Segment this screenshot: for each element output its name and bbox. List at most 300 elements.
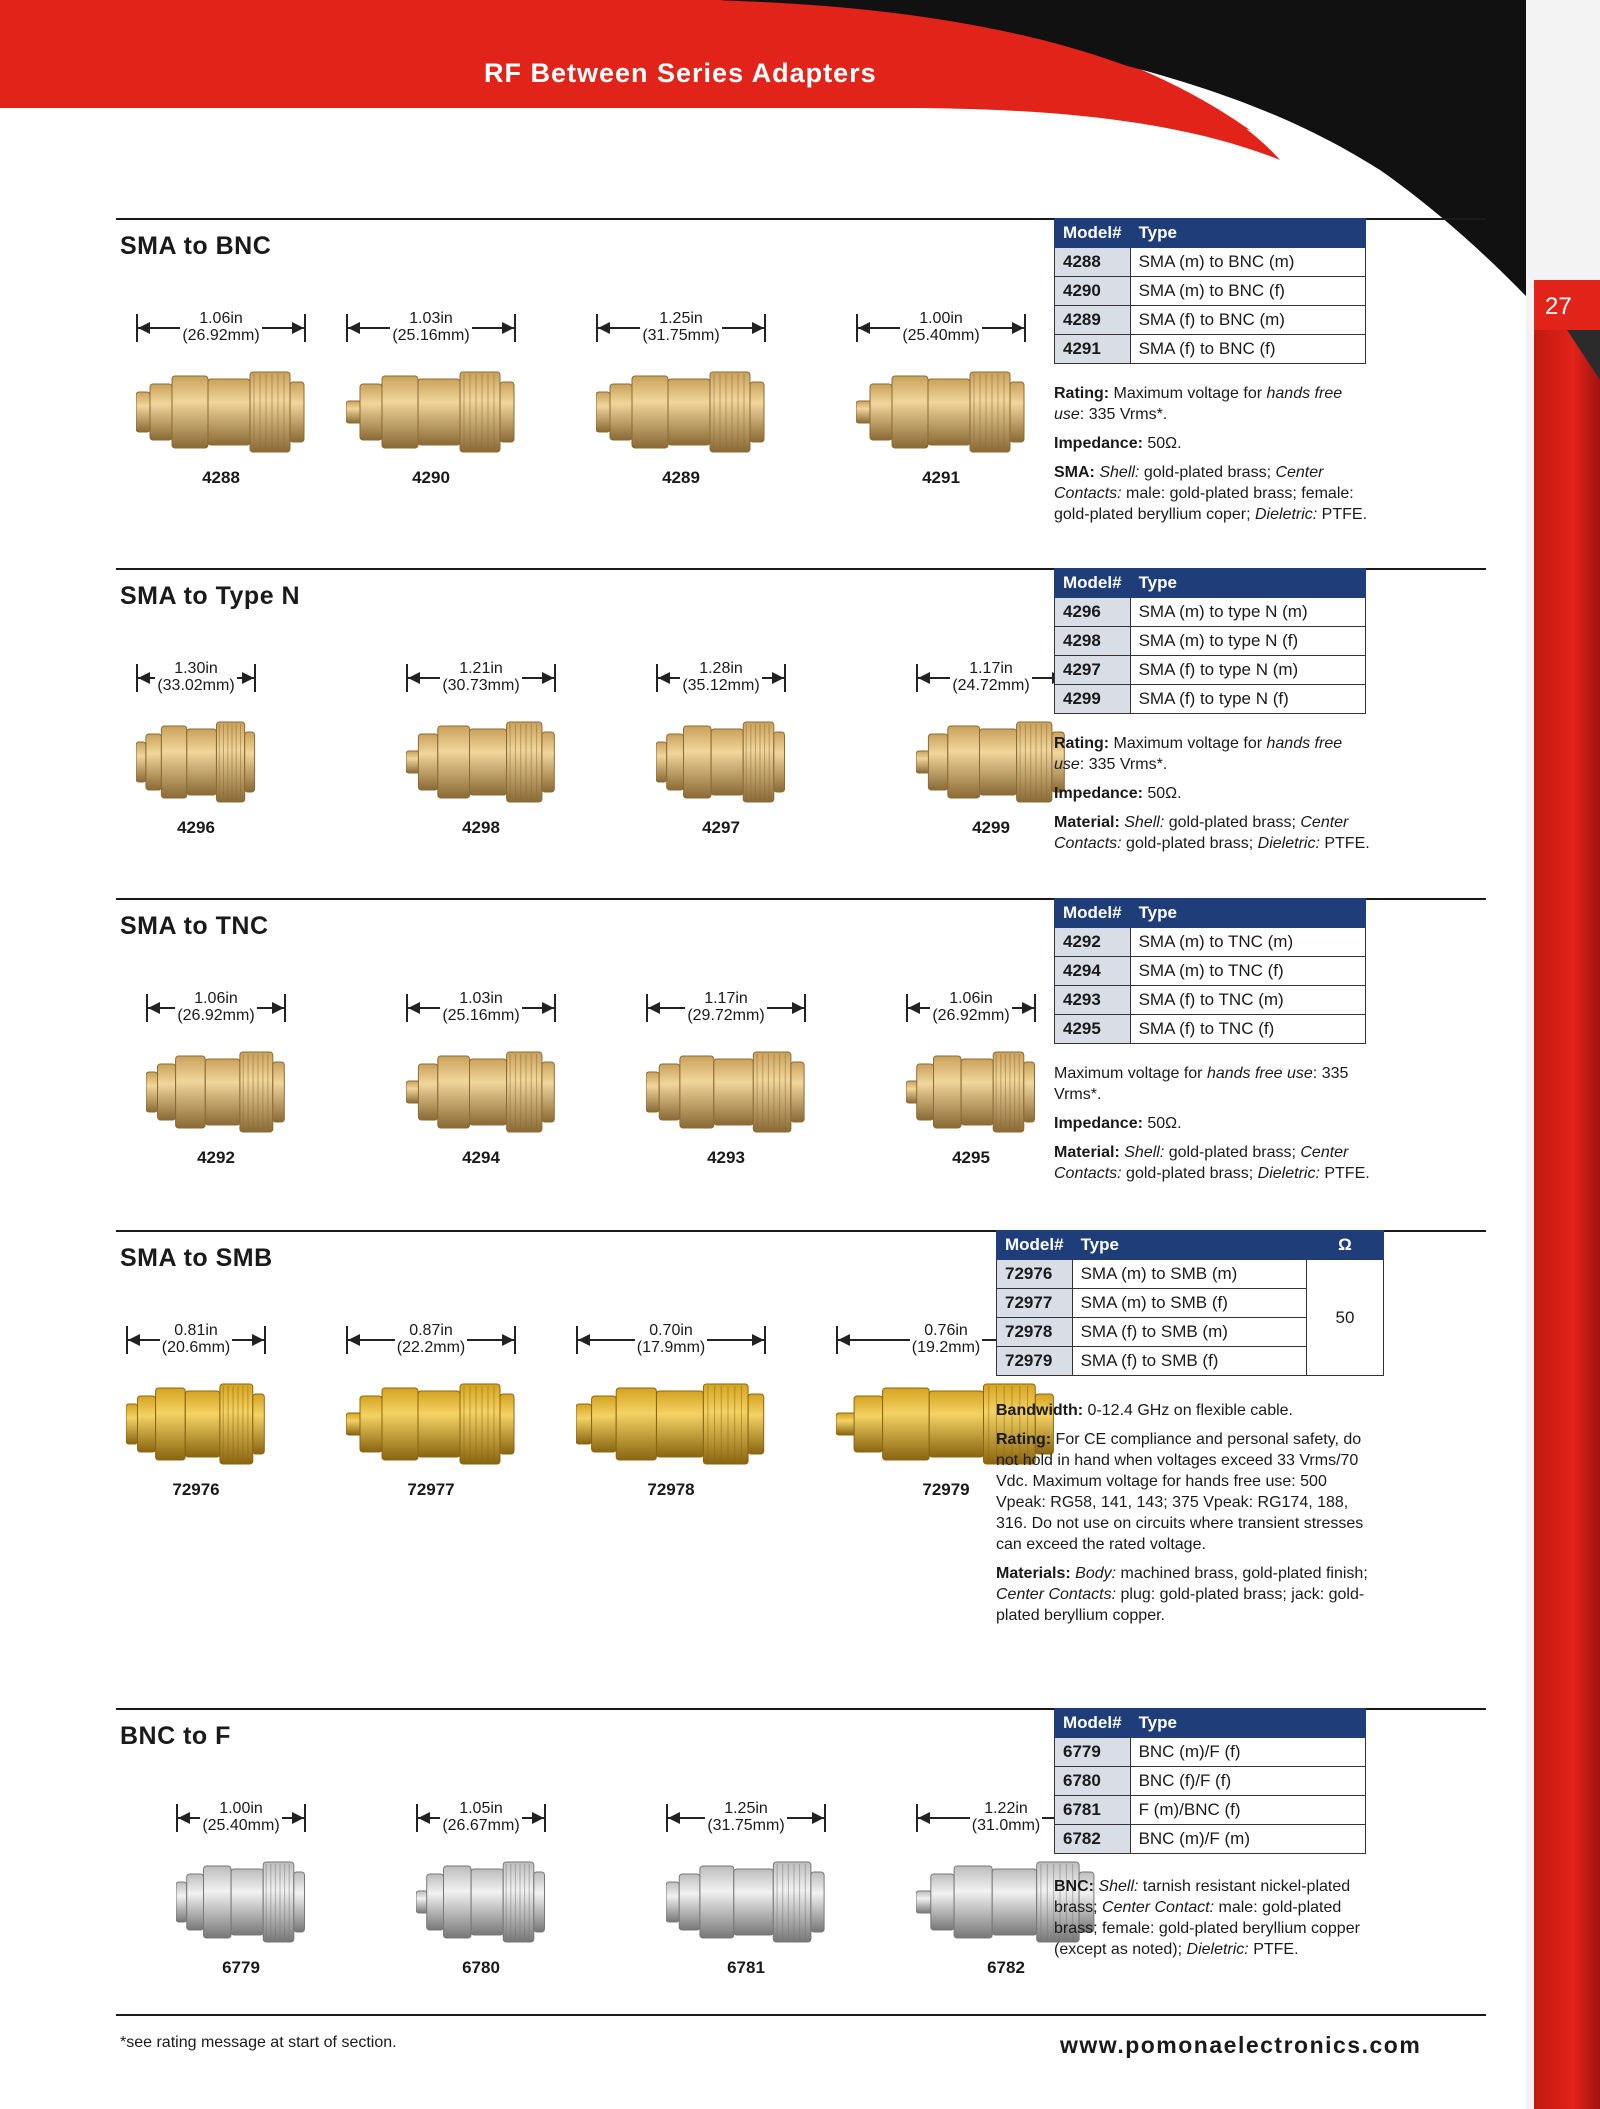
note-text: PTFE. — [1319, 1165, 1370, 1182]
note-text: male: gold-plated brass; female: gold-plated beryllium coper; — [1054, 485, 1354, 523]
adapter-body-segment — [204, 1866, 232, 1938]
adapter-illustration — [406, 1042, 556, 1142]
model-number-cell: 4297 — [1055, 656, 1131, 685]
note-paragraph — [996, 1400, 1376, 1421]
note-text: Center Contacts: — [1054, 814, 1349, 852]
note-text: Dieletric: — [1255, 506, 1318, 523]
adapter-body-segment — [418, 1064, 437, 1120]
section-sma-to-smb — [116, 1230, 1486, 1624]
adapter-body-segment — [146, 734, 162, 790]
dimension-text — [406, 990, 556, 1024]
dimension-text — [146, 990, 286, 1024]
adapter-body-segment — [138, 1396, 156, 1452]
note-text: Material: — [1054, 1144, 1120, 1161]
model-label: 72979 — [922, 1480, 970, 1499]
product-6781[interactable] — [666, 1800, 836, 1977]
adapter-body-segment — [931, 1874, 954, 1930]
note-text: Center Contacts: — [996, 1586, 1117, 1603]
dimension-inches: 1.30in — [174, 660, 218, 677]
note-text: machined brass, gold-plated finish; — [1116, 1565, 1368, 1582]
note-text: plug: gold-plated brass; jack: gold-plated beryllium copper. — [996, 1586, 1365, 1624]
table-row — [1055, 957, 1366, 986]
adapter-body-segment — [470, 1059, 507, 1125]
adapter-body-segment — [928, 734, 947, 790]
adapter-body-segment — [418, 1391, 460, 1457]
dimension-mm: (25.40mm) — [902, 327, 980, 344]
adapter-body-segment — [382, 376, 418, 448]
adapter-body-segment — [700, 1866, 734, 1938]
note-text: : 335 Vrms*. — [1054, 1065, 1349, 1103]
page-header-title: RF Between Series Adapters — [484, 58, 877, 88]
dimension-callout — [136, 310, 306, 352]
dimension-inches: 0.70in — [649, 1322, 693, 1339]
adapter-body-segment — [161, 726, 186, 798]
dimension-text — [596, 310, 766, 344]
adapter-body-segment — [438, 1056, 470, 1128]
model-number-cell: 72978 — [997, 1318, 1073, 1347]
adapter-body-segment — [667, 734, 684, 790]
adapter-body-segment — [150, 384, 172, 440]
adapter-body-segment — [616, 1388, 656, 1460]
type-cell: BNC (m)/F (f) — [1130, 1738, 1365, 1767]
type-cell: SMA (m) to BNC (f) — [1130, 277, 1365, 306]
adapter-body-segment — [666, 1882, 679, 1922]
table-row — [1055, 277, 1366, 306]
product-4291[interactable] — [856, 310, 1026, 487]
adapter-body-segment — [187, 729, 217, 795]
adapter-illustration — [666, 1852, 826, 1952]
adapter-body-segment — [136, 392, 150, 432]
adapter-body-segment — [679, 1874, 700, 1930]
note-text: Shell: — [1098, 1878, 1139, 1895]
product-72976[interactable] — [126, 1322, 296, 1499]
dimension-mm: (22.2mm) — [396, 1339, 466, 1356]
table-row — [1055, 306, 1366, 335]
model-type-table — [1054, 568, 1366, 714]
product-4297[interactable] — [656, 660, 826, 837]
adapter-body-segment — [438, 726, 470, 798]
adapter-illustration — [916, 712, 1066, 812]
adapter-illustration — [136, 712, 256, 812]
note-text: Shell: — [1099, 464, 1140, 481]
adapter-body-segment — [656, 742, 667, 782]
table-row — [1055, 598, 1366, 627]
table-row — [1055, 1825, 1366, 1854]
note-text: Shell: — [1124, 814, 1165, 831]
note-text: Center Contacts: — [1054, 464, 1324, 502]
note-paragraph — [1054, 1113, 1374, 1134]
dimension-callout — [346, 1322, 516, 1364]
note-paragraph — [1054, 1142, 1374, 1184]
adapter-body-segment — [176, 1882, 187, 1922]
note-text: Rating: — [1054, 735, 1110, 752]
model-number-cell: 4296 — [1055, 598, 1131, 627]
type-cell: SMA (m) to SMB (f) — [1072, 1289, 1306, 1318]
section-title: BNC to F — [120, 1722, 231, 1750]
product-4290[interactable] — [346, 310, 516, 487]
table-row — [1055, 1767, 1366, 1796]
dimension-callout — [146, 990, 286, 1032]
adapter-illustration — [346, 362, 516, 462]
dimension-mm: (20.6mm) — [161, 1339, 231, 1356]
note-text: hands free use — [1054, 735, 1343, 773]
product-4293[interactable] — [646, 990, 816, 1167]
spec-notes — [1054, 733, 1374, 862]
dimension-inches: 1.21in — [459, 660, 503, 677]
footnote: *see rating message at start of section. — [120, 2034, 397, 2051]
adapter-body-segment — [290, 382, 304, 442]
table-header-cell: Type — [1130, 569, 1365, 598]
dimension-mm: (19.2mm) — [911, 1339, 981, 1356]
adapter-body-segment — [659, 1064, 680, 1120]
dimension-callout — [916, 660, 1066, 702]
dimension-mm: (25.16mm) — [442, 1007, 520, 1024]
table-header-cell: Model# — [1055, 899, 1131, 928]
note-text: Center Contacts: — [1054, 1144, 1349, 1182]
adapter-illustration — [656, 712, 786, 812]
adapter-image — [856, 362, 1026, 462]
adapter-image — [656, 712, 786, 812]
table-row — [1055, 627, 1366, 656]
adapter-image — [406, 1042, 556, 1142]
adapter-body-segment — [418, 379, 460, 445]
adapter-body-segment — [471, 1869, 503, 1935]
note-text: Center Contact: — [1102, 1899, 1215, 1916]
table-header-row — [1055, 219, 1366, 248]
table-header-cell: Type — [1130, 899, 1365, 928]
dimension-text — [916, 660, 1066, 694]
dimension-mm: (25.40mm) — [202, 1817, 280, 1834]
adapter-body-segment — [273, 1062, 285, 1122]
adapter-body-segment — [748, 1394, 764, 1454]
dimension-inches: 1.25in — [724, 1800, 768, 1817]
note-text: Material: — [1054, 814, 1120, 831]
dimension-callout — [126, 1322, 266, 1364]
section-sma-to-tnc — [116, 898, 1486, 1228]
adapter-image — [596, 362, 766, 462]
model-label: 72977 — [407, 1480, 455, 1499]
note-text: PTFE. — [1317, 506, 1368, 523]
adapter-body-segment — [500, 1394, 514, 1454]
adapter-body-segment — [294, 1872, 305, 1932]
note-text: Maximum voltage for — [1054, 1065, 1207, 1082]
table-header-cell: Type — [1130, 1709, 1365, 1738]
dimension-mm: (31.75mm) — [642, 327, 720, 344]
product-4295[interactable] — [906, 990, 1076, 1167]
table-row — [1055, 1015, 1366, 1044]
adapter-body-segment — [961, 1059, 993, 1125]
table-header-row — [1055, 569, 1366, 598]
adapter-image — [146, 1042, 286, 1142]
adapter-illustration — [146, 1042, 286, 1142]
adapter-body-segment — [934, 1056, 962, 1128]
dimension-callout — [646, 990, 806, 1032]
table-header-cell: Type — [1130, 219, 1365, 248]
side-strip — [1534, 280, 1600, 2109]
impedance-cell: 50 — [1307, 1260, 1384, 1376]
adapter-illustration — [906, 1042, 1036, 1142]
footer-rule — [116, 2014, 1486, 2016]
adapter-illustration — [176, 1852, 306, 1952]
type-cell: BNC (m)/F (m) — [1130, 1825, 1365, 1854]
adapter-body-segment — [680, 1056, 714, 1128]
adapter-body-segment — [1010, 382, 1024, 442]
note-paragraph — [996, 1563, 1376, 1626]
adapter-body-segment — [156, 1388, 186, 1460]
adapter-body-segment — [176, 1056, 206, 1128]
table-row — [1055, 335, 1366, 364]
type-cell: SMA (m) to type N (m) — [1130, 598, 1365, 627]
adapter-image — [406, 712, 556, 812]
adapter-body-segment — [185, 1391, 220, 1457]
dimension-inches: 1.00in — [219, 1800, 263, 1817]
adapter-body-segment — [360, 384, 382, 440]
website-url[interactable]: www.pomonaelectronics.com — [1060, 2032, 1422, 2058]
adapter-body-segment — [542, 732, 554, 792]
dimension-inches: 1.03in — [459, 990, 503, 1007]
adapter-image — [416, 1852, 546, 1952]
dimension-text — [416, 1800, 546, 1834]
product-72977[interactable] — [346, 1322, 516, 1499]
spec-notes — [1054, 1063, 1374, 1192]
note-text: Impedance: — [1054, 435, 1143, 452]
dimension-text — [856, 310, 1026, 344]
product-4298[interactable] — [406, 660, 576, 837]
note-paragraph — [1054, 433, 1374, 454]
model-type-table — [1054, 898, 1366, 1044]
type-cell: SMA (f) to SMB (m) — [1072, 1318, 1306, 1347]
adapter-body-segment — [208, 379, 250, 445]
dimension-text — [136, 310, 306, 344]
model-label: 72976 — [172, 1480, 220, 1499]
adapter-body-segment — [360, 1396, 382, 1452]
product-6779[interactable] — [176, 1800, 346, 1977]
model-number-cell: 4289 — [1055, 306, 1131, 335]
product-6780[interactable] — [416, 1800, 586, 1977]
model-type-table — [996, 1230, 1384, 1376]
note-text: Dieletric: — [1257, 1165, 1320, 1182]
section-bnc-to-f — [116, 1708, 1486, 2038]
adapter-body-segment — [980, 729, 1017, 795]
table-header-cell: Type — [1072, 1231, 1306, 1260]
product-4289[interactable] — [596, 310, 766, 487]
dimension-callout — [656, 660, 786, 702]
adapter-illustration — [856, 362, 1026, 462]
dimension-text — [406, 660, 556, 694]
adapter-illustration — [416, 1852, 546, 1952]
dimension-callout — [666, 1800, 826, 1842]
product-72978[interactable] — [576, 1322, 766, 1499]
note-text: For CE compliance and personal safety, do not hold in hand when voltages exceed 33 Vrms/70 Vdc. Maximum voltage for hands free use: 500 Vpeak: RG58, 141, 143; 375 Vpeak: RG174, 188, 316. Do not use on circuits where transient stresses can exceed the rated voltage. — [996, 1431, 1364, 1553]
model-label: 4291 — [922, 468, 960, 487]
dimension-callout — [136, 660, 256, 702]
note-text: Maximum voltage for — [1109, 735, 1267, 752]
type-cell: SMA (f) to BNC (f) — [1130, 335, 1365, 364]
note-text: : 335 Vrms*. — [1079, 756, 1168, 773]
model-number-cell: 72977 — [997, 1289, 1073, 1318]
model-label: 4295 — [952, 1148, 990, 1167]
product-4296[interactable] — [136, 660, 306, 837]
adapter-image — [136, 362, 306, 462]
table-row — [997, 1260, 1384, 1289]
model-number-cell: 4298 — [1055, 627, 1131, 656]
adapter-body-segment — [136, 742, 146, 782]
adapter-body-segment — [576, 1404, 592, 1444]
dimension-callout — [856, 310, 1026, 352]
dimension-inches: 1.17in — [704, 990, 748, 1007]
adapter-illustration — [136, 362, 306, 462]
note-paragraph — [1054, 733, 1374, 775]
adapter-body-segment — [892, 376, 928, 448]
adapter-body-segment — [158, 1064, 176, 1120]
note-text: PTFE. — [1319, 835, 1370, 852]
adapter-image — [346, 1374, 516, 1474]
adapter-body-segment — [917, 1064, 934, 1120]
adapter-body-segment — [253, 1394, 264, 1454]
model-number-cell: 4299 — [1055, 685, 1131, 714]
dimension-callout — [406, 660, 556, 702]
table-row — [1055, 656, 1366, 685]
model-label: 4290 — [412, 468, 450, 487]
model-number-cell: 6781 — [1055, 1796, 1131, 1825]
adapter-body-segment — [542, 1062, 554, 1122]
note-text: BNC: — [1054, 1878, 1094, 1895]
dimension-mm: (26.67mm) — [442, 1817, 520, 1834]
dimension-mm: (31.75mm) — [707, 1817, 785, 1834]
note-text: Impedance: — [1054, 1115, 1143, 1132]
type-cell: SMA (f) to SMB (f) — [1072, 1347, 1306, 1376]
note-paragraph — [996, 1429, 1376, 1555]
model-number-cell: 4294 — [1055, 957, 1131, 986]
adapter-image — [126, 1374, 266, 1474]
adapter-body-segment — [592, 1396, 617, 1452]
note-text: 0-12.4 GHz on flexible cable. — [1083, 1402, 1293, 1419]
note-paragraph — [1054, 1063, 1374, 1105]
dimension-text — [906, 990, 1036, 1024]
type-cell: SMA (m) to BNC (m) — [1130, 248, 1365, 277]
adapter-body-segment — [883, 1388, 930, 1460]
adapter-body-segment — [954, 1866, 992, 1938]
dimension-callout — [906, 990, 1036, 1032]
note-text: tarnish resistant nickel-plated brass; — [1054, 1878, 1351, 1916]
product-4288[interactable] — [136, 310, 306, 487]
dimension-inches: 0.81in — [174, 1322, 218, 1339]
dimension-mm: (29.72mm) — [687, 1007, 765, 1024]
note-text: Rating: — [1054, 385, 1110, 402]
product-4294[interactable] — [406, 990, 576, 1167]
note-text: 50Ω. — [1142, 785, 1182, 802]
adapter-body-segment — [992, 1869, 1036, 1935]
dimension-inches: 1.05in — [459, 1800, 503, 1817]
adapter-body-segment — [632, 376, 668, 448]
note-paragraph — [1054, 783, 1374, 804]
note-text: male: gold-plated brass; female: gold-plated beryllium copper (except as noted); — [1054, 1899, 1360, 1958]
adapter-image — [136, 712, 256, 812]
table-header-row — [997, 1231, 1384, 1260]
dimension-text — [646, 990, 806, 1024]
dimension-text — [136, 660, 256, 694]
dimension-callout — [406, 990, 556, 1032]
note-paragraph — [1054, 812, 1374, 854]
model-label: 4293 — [707, 1148, 745, 1167]
note-text: hands free use — [1206, 1065, 1313, 1082]
dimension-text — [126, 1322, 266, 1356]
dimension-inches: 1.17in — [969, 660, 1013, 677]
model-label: 6781 — [727, 1958, 765, 1977]
note-paragraph — [1054, 383, 1374, 425]
adapter-body-segment — [470, 729, 507, 795]
dimension-mm: (24.72mm) — [952, 677, 1030, 694]
note-text: gold-plated brass; — [1139, 464, 1276, 481]
table-header-cell: Ω — [1307, 1231, 1384, 1260]
model-number-cell: 6779 — [1055, 1738, 1131, 1767]
adapter-body-segment — [596, 392, 610, 432]
product-4292[interactable] — [146, 990, 316, 1167]
adapter-body-segment — [854, 1396, 883, 1452]
dimension-mm: (31.0mm) — [971, 1817, 1041, 1834]
adapter-body-segment — [418, 734, 437, 790]
adapter-illustration — [406, 712, 556, 812]
table-header-cell: Model# — [1055, 219, 1131, 248]
dimension-inches: 1.06in — [949, 990, 993, 1007]
note-text: hands free use — [1054, 385, 1343, 423]
type-cell: SMA (m) to type N (f) — [1130, 627, 1365, 656]
table-row — [1055, 1738, 1366, 1767]
note-text: gold-plated brass; — [1164, 1144, 1301, 1161]
dimension-text — [346, 1322, 516, 1356]
adapter-body-segment — [948, 726, 980, 798]
dimension-inches: 0.87in — [409, 1322, 453, 1339]
model-type-table — [1054, 1708, 1366, 1854]
adapter-illustration — [126, 1374, 266, 1474]
model-number-cell: 4290 — [1055, 277, 1131, 306]
dimension-mm: (33.02mm) — [157, 677, 235, 694]
adapter-body-segment — [500, 382, 514, 442]
adapter-image — [176, 1852, 306, 1952]
adapter-body-segment — [711, 729, 743, 795]
type-cell: SMA (f) to type N (f) — [1130, 685, 1365, 714]
spec-notes — [1054, 1876, 1374, 1968]
adapter-body-segment — [146, 1072, 158, 1112]
adapter-image — [666, 1852, 826, 1952]
model-number-cell: 4291 — [1055, 335, 1131, 364]
table-row — [1055, 685, 1366, 714]
table-header-row — [1055, 1709, 1366, 1738]
dimension-text — [576, 1322, 766, 1356]
spec-notes — [996, 1400, 1376, 1634]
model-number-cell: 72979 — [997, 1347, 1073, 1376]
table-header-cell: Model# — [1055, 1709, 1131, 1738]
model-number-cell: 6782 — [1055, 1825, 1131, 1854]
adapter-image — [646, 1042, 806, 1142]
section-title: SMA to BNC — [120, 232, 272, 260]
note-text: Rating: — [996, 1431, 1052, 1448]
dimension-callout — [416, 1800, 546, 1842]
dimension-inches: 1.25in — [659, 310, 703, 327]
model-label: 4299 — [972, 818, 1010, 837]
adapter-image — [906, 1042, 1036, 1142]
section-title: SMA to SMB — [120, 1244, 273, 1272]
dimension-text — [666, 1800, 826, 1834]
adapter-body-segment — [534, 1872, 545, 1932]
note-text: gold-plated brass; — [1121, 835, 1258, 852]
model-label: 72978 — [647, 1480, 695, 1499]
type-cell: SMA (f) to TNC (f) — [1130, 1015, 1365, 1044]
model-number-cell: 4293 — [1055, 986, 1131, 1015]
note-text: 50Ω. — [1142, 435, 1182, 452]
adapter-body-segment — [382, 1388, 418, 1460]
dimension-text — [656, 660, 786, 694]
